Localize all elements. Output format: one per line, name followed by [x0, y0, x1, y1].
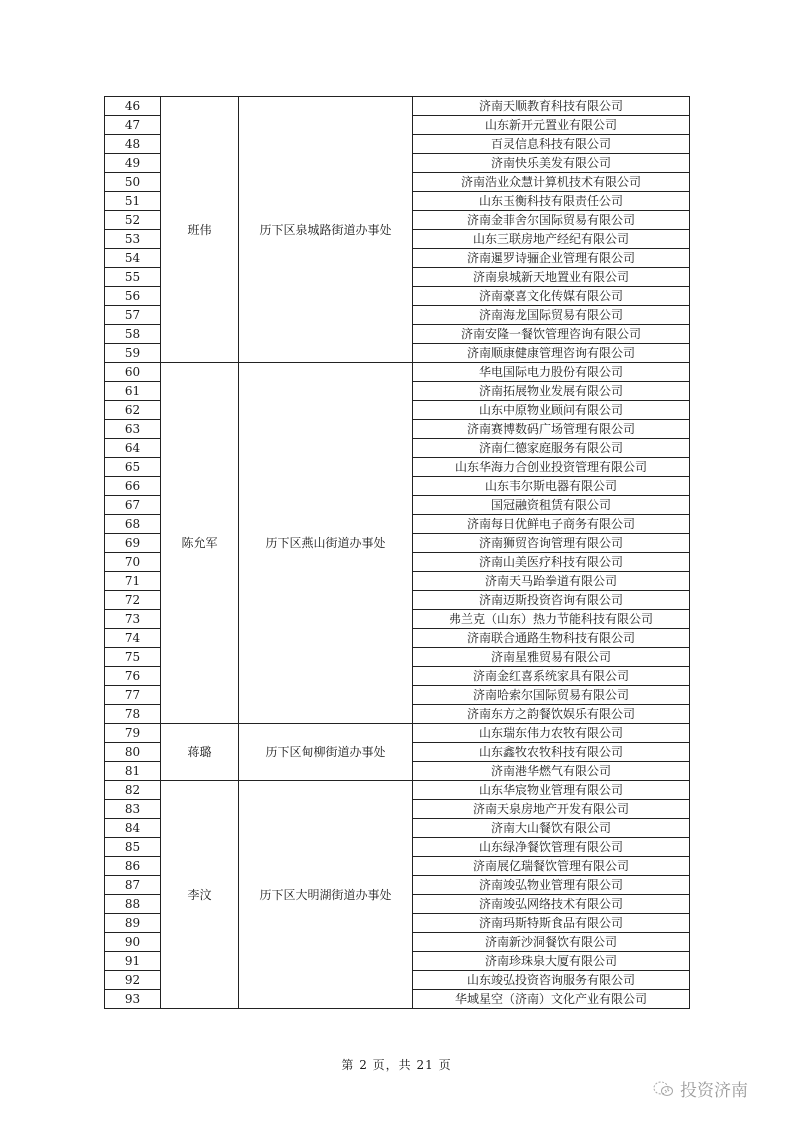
table-row: [105, 781, 690, 800]
company-name: 济南金菲舍尔国际贸易有限公司: [413, 211, 690, 230]
company-name: 济南大山餐饮有限公司: [413, 819, 690, 838]
company-name: 济南仁德家庭服务有限公司: [413, 439, 690, 458]
row-number: 83: [105, 800, 161, 819]
roster-body: [105, 97, 690, 1009]
company-name: 山东瑞东伟力农牧有限公司: [413, 724, 690, 743]
company-name: 山东中原物业顾问有限公司: [413, 401, 690, 420]
row-number: 76: [105, 667, 161, 686]
row-number: 67: [105, 496, 161, 515]
company-name: 山东新开元置业有限公司: [413, 116, 690, 135]
row-number: 46: [105, 97, 161, 116]
row-number: 54: [105, 249, 161, 268]
company-name: 济南天顺教育科技有限公司: [413, 97, 690, 116]
row-number: 79: [105, 724, 161, 743]
row-number: 90: [105, 933, 161, 952]
row-number: 71: [105, 572, 161, 591]
row-number: 80: [105, 743, 161, 762]
row-number: 58: [105, 325, 161, 344]
company-name: 济南浩业众慧计算机技术有限公司: [413, 173, 690, 192]
row-number: 89: [105, 914, 161, 933]
watermark-text: 投资济南: [680, 1081, 748, 1101]
company-name: 济南豪喜文化传媒有限公司: [413, 287, 690, 306]
company-name: 华电国际电力股份有限公司: [413, 363, 690, 382]
row-number: 84: [105, 819, 161, 838]
company-name: 济南星雅贸易有限公司: [413, 648, 690, 667]
wechat-icon: [652, 1080, 674, 1098]
company-name: 济南玛斯特斯食品有限公司: [413, 914, 690, 933]
row-number: 47: [105, 116, 161, 135]
company-name: 济南暹罗诗骊企业管理有限公司: [413, 249, 690, 268]
responsible-person: 陈允军: [161, 363, 239, 724]
row-number: 57: [105, 306, 161, 325]
company-name: 山东玉衡科技有限责任公司: [413, 192, 690, 211]
street-office: 历下区泉城路街道办事处: [239, 97, 413, 363]
page-footer: 第 2 页，共 21 页: [341, 1058, 452, 1072]
company-name: 济南顺康健康管理咨询有限公司: [413, 344, 690, 363]
company-name: 济南竣弘物业管理有限公司: [413, 876, 690, 895]
row-number: 49: [105, 154, 161, 173]
company-name: 济南狮贸咨询管理有限公司: [413, 534, 690, 553]
street-office: 历下区燕山街道办事处: [239, 363, 413, 724]
company-name: 山东绿净餐饮管理有限公司: [413, 838, 690, 857]
row-number: 51: [105, 192, 161, 211]
company-name: 山东华宸物业管理有限公司: [413, 781, 690, 800]
responsible-person: 班伟: [161, 97, 239, 363]
row-number: 78: [105, 705, 161, 724]
company-name: 济南联合通路生物科技有限公司: [413, 629, 690, 648]
company-name: 山东三联房地产经纪有限公司: [413, 230, 690, 249]
row-number: 50: [105, 173, 161, 192]
row-number: 64: [105, 439, 161, 458]
street-office: 历下区大明湖街道办事处: [239, 781, 413, 1009]
row-number: 48: [105, 135, 161, 154]
company-name: 济南天泉房地产开发有限公司: [413, 800, 690, 819]
table-row: [105, 363, 690, 382]
row-number: 66: [105, 477, 161, 496]
row-number: 72: [105, 591, 161, 610]
row-number: 70: [105, 553, 161, 572]
company-name: 济南竣弘网络技术有限公司: [413, 895, 690, 914]
company-name: 华域星空（济南）文化产业有限公司: [413, 990, 690, 1009]
row-number: 68: [105, 515, 161, 534]
table-row: [105, 97, 690, 116]
row-number: 75: [105, 648, 161, 667]
row-number: 74: [105, 629, 161, 648]
row-number: 92: [105, 971, 161, 990]
company-name: 山东华海力合创业投资管理有限公司: [413, 458, 690, 477]
company-name: 济南迈斯投资咨询有限公司: [413, 591, 690, 610]
company-name: 山东竣弘投资咨询服务有限公司: [413, 971, 690, 990]
company-name: 济南快乐美发有限公司: [413, 154, 690, 173]
row-number: 91: [105, 952, 161, 971]
row-number: 87: [105, 876, 161, 895]
company-name: 济南港华燃气有限公司: [413, 762, 690, 781]
company-name: 百灵信息科技有限公司: [413, 135, 690, 154]
row-number: 53: [105, 230, 161, 249]
company-name: 济南展亿瑞餐饮管理有限公司: [413, 857, 690, 876]
watermark: [652, 1076, 748, 1101]
row-number: 85: [105, 838, 161, 857]
company-name: 济南拓展物业发展有限公司: [413, 382, 690, 401]
row-number: 59: [105, 344, 161, 363]
company-name: 济南山美医疗科技有限公司: [413, 553, 690, 572]
row-number: 52: [105, 211, 161, 230]
company-name: 山东韦尔斯电器有限公司: [413, 477, 690, 496]
row-number: 86: [105, 857, 161, 876]
row-number: 82: [105, 781, 161, 800]
company-name: 济南哈索尔国际贸易有限公司: [413, 686, 690, 705]
responsible-person: 蒋璐: [161, 724, 239, 781]
row-number: 88: [105, 895, 161, 914]
company-name: 济南新沙洞餐饮有限公司: [413, 933, 690, 952]
company-name: 山东鑫牧农牧科技有限公司: [413, 743, 690, 762]
company-name: 济南每日优鲜电子商务有限公司: [413, 515, 690, 534]
company-name: 济南金红喜系统家具有限公司: [413, 667, 690, 686]
row-number: 56: [105, 287, 161, 306]
company-name: 济南赛博数码广场管理有限公司: [413, 420, 690, 439]
company-name: 济南珍珠泉大厦有限公司: [413, 952, 690, 971]
row-number: 55: [105, 268, 161, 287]
row-number: 77: [105, 686, 161, 705]
row-number: 62: [105, 401, 161, 420]
table-row: [105, 724, 690, 743]
company-roster-table: [104, 96, 690, 1009]
row-number: 63: [105, 420, 161, 439]
row-number: 73: [105, 610, 161, 629]
company-name: 弗兰克（山东）热力节能科技有限公司: [413, 610, 690, 629]
company-name: 济南海龙国际贸易有限公司: [413, 306, 690, 325]
responsible-person: 李汶: [161, 781, 239, 1009]
company-name: 济南天马跆拳道有限公司: [413, 572, 690, 591]
company-name: 济南东方之韵餐饮娱乐有限公司: [413, 705, 690, 724]
company-name: 国冠融资租赁有限公司: [413, 496, 690, 515]
row-number: 65: [105, 458, 161, 477]
row-number: 61: [105, 382, 161, 401]
row-number: 93: [105, 990, 161, 1009]
row-number: 81: [105, 762, 161, 781]
company-name: 济南安隆一餐饮管理咨询有限公司: [413, 325, 690, 344]
company-name: 济南泉城新天地置业有限公司: [413, 268, 690, 287]
row-number: 60: [105, 363, 161, 382]
street-office: 历下区甸柳街道办事处: [239, 724, 413, 781]
row-number: 69: [105, 534, 161, 553]
